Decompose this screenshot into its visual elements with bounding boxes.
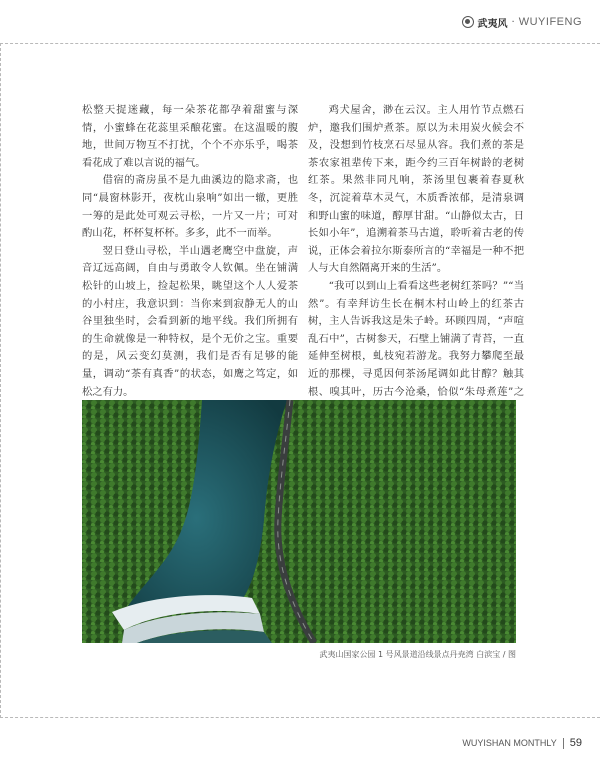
left-dashed-divider <box>0 43 1 718</box>
aerial-photo <box>82 400 516 643</box>
photo-caption: 武夷山国家公园 1 号风景道沿线景点丹尭湾 白滨宝 / 图 <box>319 650 516 659</box>
page-number: 59 <box>569 737 582 749</box>
paragraph: 翌日登山寻松，半山遇老鹰空中盘旋，声音辽远高阔，自由与勇敢令人钦佩。坐在铺满松针的山坡上，捡起松果，眺望这个人人爱茶的小村庄，我意识到：当你来到寂静无人的山谷里独坐时，会看到新的地平线。我们所拥有的生命就像是一种特权，是个无价之宝。重要的是，风云变幻莫测，我们是否有足够的能量，调动“茶有真香”的状态，如鹰之笃定，如松之有力。 <box>82 244 298 398</box>
brand-name-en: WUYIFENG <box>518 16 582 28</box>
paragraph: 松整天捉迷藏，每一朵茶花都孕着甜蜜与深情，小蜜蜂在花蕊里采酿花蜜。在这温暖的腹地，世间万物互不打扰，个个不亦乐乎，喝茶看花成了难以言说的福气。 <box>82 104 298 169</box>
brand-separator: · <box>511 16 515 28</box>
brand-logo-icon <box>462 16 474 28</box>
paragraph: “我可以到山上看看这些老树红茶吗？”“当然”。有幸拜访生长在桐木村山岭上的红茶古树，主人告诉我这是朱子岭。环顾四周，“声喧乱石中”，古树参天，石壁上铺满了青苔，一直延伸至树根，虬枝宛若游龙。我努力攀爬至最近的那棵，寻觅因何茶汤尾调如此甘醇？触其根、嗅其叶，历古今沧桑，恰似“朱母煮莲”之 <box>308 279 524 398</box>
footer-divider <box>563 738 564 749</box>
paragraph: 鸡犬屋舍，渺在云汉。主人用竹节点燃石炉，邀我们围炉煮茶。原以为未用炭火候会不及，没想到竹枝烹石尽显从容。我们煮的茶是茶农家祖辈传下来，距今约三百年树龄的老树红茶。果然非同凡响，茶汤里包裹着春夏秋冬，沉淀着草木灵气，木质香浓郁，是清泉调和野山蜜的味道，醇厚甘甜。“山静似太古，日长如小年”，追溯着茶马古道，聆听着古老的传说，正体会着拉尔斯泰所言的“幸福是一种不把人与大自然隔离开来的生活”。 <box>308 104 524 275</box>
page-footer <box>462 737 582 749</box>
magazine-header <box>462 12 582 32</box>
paragraph: 借宿的斋房虽不是九曲溪边的隐求斋，也同“晨窗林影开，夜枕山泉响”如出一辙，更胜一筹的是此处可观云寻松，一片又一片；可对酌山花，杯杯复杯杯。多多，此不一而举。 <box>82 174 298 240</box>
brand-name-cn: 武夷风 <box>477 18 508 30</box>
article-column-left <box>82 102 298 401</box>
top-dashed-divider <box>0 43 600 44</box>
bottom-dashed-divider <box>0 717 600 718</box>
article-column-right <box>308 102 524 419</box>
magazine-name: WUYISHAN MONTHLY <box>462 738 557 748</box>
